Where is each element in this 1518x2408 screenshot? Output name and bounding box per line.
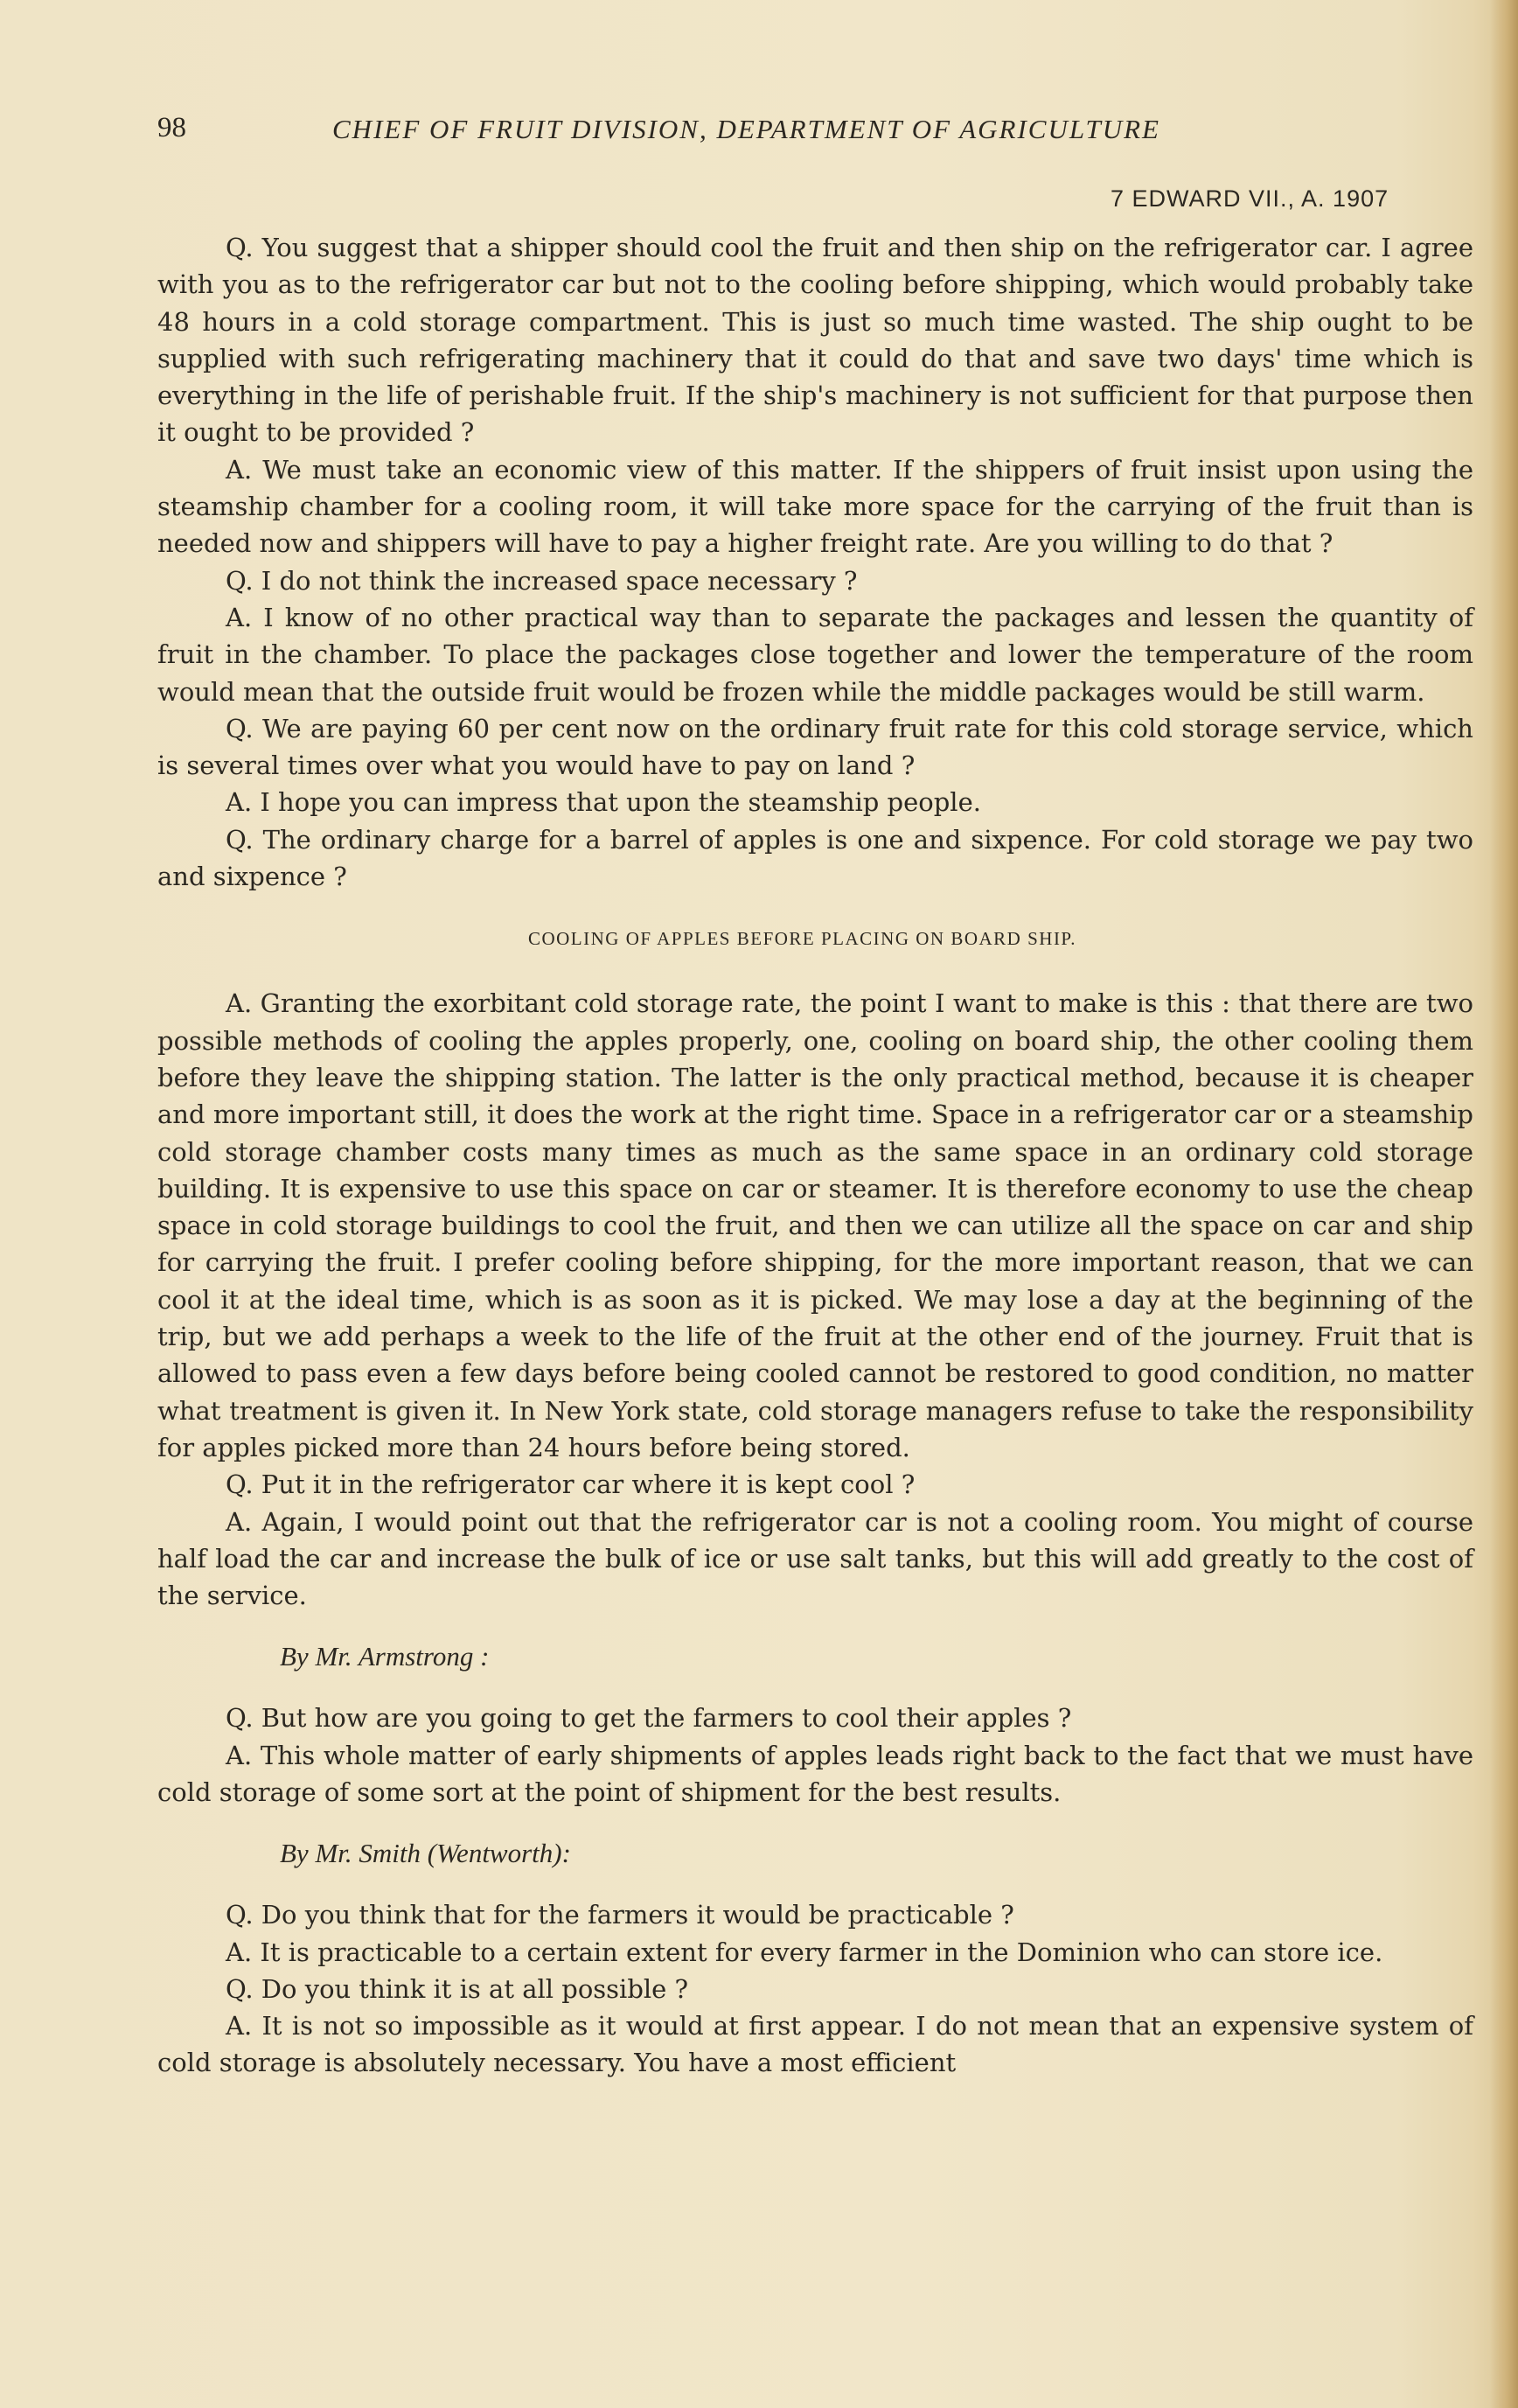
paragraph: Q. The ordinary charge for a barrel of apples is one and sixpence. For cold storage we pay two and sixpence ? xyxy=(157,824,1473,892)
paragraph: A. I know of no other practical way than to separate the packages and lessen the quantity of fruit in the chamber. To place the packages close together and lower the temperature of the room would mean that the outside fruit would be frozen while the middle packages would be still warm. xyxy=(157,602,1473,707)
paragraph: Q. You suggest that a shipper should cool the fruit and then ship on the refrigerator car. I agree with you as to the refrigerator car but not to the cooling before shipping, which would probably take 48 hours in a cold storage compartment. This is just so much time wasted. The ship ought to be supplied with such refrigerating machinery that it could do that and save two days' time which is everything in the life of perishable fruit. If the ship's machinery is not sufficient for that purpose then it ought to be provided ? xyxy=(157,233,1473,448)
page-header xyxy=(157,112,1338,156)
paragraph: Q. Do you think that for the farmers it would be practicable ? xyxy=(226,1900,1014,1930)
paragraph: A. Granting the exorbitant cold storage rate, the point I want to make is this : that there are two possible methods of cooling the apples properly, one, cooling on board ship, the other cooling them before they leave the shipping station. The latter is the only practical method, because it is cheaper and more important still, it does the work at the right time. Space in a refrigerator car or a steamship cold storage chamber costs many times as much as the same space in an ordinary cold storage building. It is expensive to use this space on car or steamer. It is therefore economy to use the cheap space in cold storage buildings to cool the fruit, and then we can utilize all the space on car and ship for carrying the fruit. I prefer cooling before shipping, for the more important reason, that we can cool it at the ideal time, which is as soon as it is picked. We may lose a day at the beginning of the trip, but we add perhaps a week to the life of the fruit at the other end of the journey. Fruit that is allowed to pass even a few days before being cooled cannot be restored to good condition, no matter what treatment is given it. In New York state, cold storage managers refuse to take the responsibility for apples picked more than 24 hours before being stored. xyxy=(157,988,1473,1462)
paragraph: Q. I do not think the increased space necessary ? xyxy=(226,565,858,596)
paragraph: Q. We are paying 60 per cent now on the ordinary fruit rate for this cold storage service, which is several times over what you would have to pay on land ? xyxy=(157,713,1473,781)
running-head: CHIEF OF FRUIT DIVISION, DEPARTMENT OF AGRICULTURE xyxy=(332,114,1160,144)
page-number: 98 xyxy=(157,112,186,143)
paragraph: Q. But how are you going to get the farmers to cool their apples ? xyxy=(226,1703,1072,1734)
paragraph: Q. Put it in the refrigerator car where it is kept cool ? xyxy=(226,1469,916,1500)
paragraph: A. We must take an economic view of this matter. If the shippers of fruit insist upon using the steamship chamber for a cooling room, it will take more space for the carrying of the fruit than is needed now and shippers will have to pay a higher freight rate. Are you willing to do that ? xyxy=(157,454,1473,559)
byline-smith: By Mr. Smith (Wentworth): xyxy=(280,1838,571,1869)
paragraph: Q. Do you think it is at all possible ? xyxy=(226,1973,689,2004)
byline-armstrong: By Mr. Armstrong : xyxy=(280,1641,490,1672)
page-edge xyxy=(1490,0,1518,2408)
body-text xyxy=(157,229,1473,2082)
paragraph: A. I hope you can impress that upon the steamship people. xyxy=(226,787,981,818)
session-label: 7 EDWARD VII., A. 1907 xyxy=(1111,185,1389,212)
paragraph: A. This whole matter of early shipments of apples leads right back to the fact that we must have cold storage of some sort at the point of shipment for the best results. xyxy=(157,1740,1473,1807)
paragraph: A. Again, I would point out that the refrigerator car is not a cooling room. You might of course half load the car and increase the bulk of ice or use salt tanks, but this will add greatly to the cost of the service. xyxy=(157,1506,1473,1611)
paragraph: A. It is not so impossible as it would at first appear. I do not mean that an expensive system of cold storage is absolutely necessary. You have a most efficient xyxy=(157,2011,1473,2078)
paragraph: A. It is practicable to a certain extent for every farmer in the Dominion who can store ice. xyxy=(226,1937,1383,1967)
section-heading: COOLING OF APPLES BEFORE PLACING ON BOARD SHIP. xyxy=(527,928,1077,950)
